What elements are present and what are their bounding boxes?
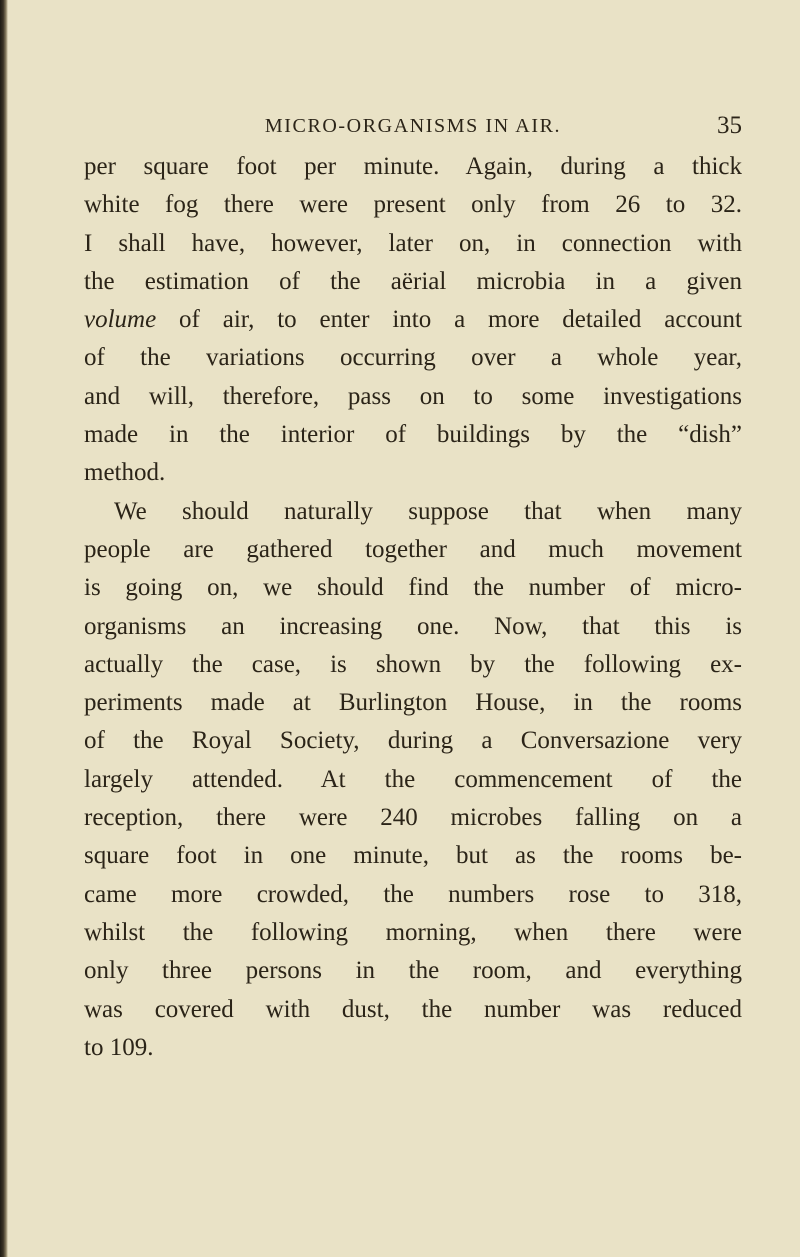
paragraph-end-line: to 109. xyxy=(84,1033,154,1061)
text-line: the estimation of the aërial microbia in a given xyxy=(84,267,742,295)
text-line: of the Royal Society, during a Conversazione very xyxy=(84,727,742,755)
text-line: made in the interior of buildings by the “dish” xyxy=(84,421,742,449)
text-line: whilst the following morning, when there were xyxy=(84,918,742,946)
text-line: reception, there were 240 microbes falling on a xyxy=(84,804,742,832)
text-line: of the variations occurring over a whole year, xyxy=(84,344,742,372)
paragraph-start-line: We should naturally suppose that when many xyxy=(114,497,742,525)
running-title: MICRO-ORGANISMS IN AIR. xyxy=(264,115,562,137)
paragraph-end-line: method. xyxy=(84,459,166,487)
text-line: was covered with dust, the number was reduced xyxy=(84,995,742,1023)
text-line: only three persons in the room, and everything xyxy=(84,957,742,985)
text-line: and will, therefore, pass on to some investigations xyxy=(84,382,742,410)
text-segment: of air, to enter into a more detailed account xyxy=(156,306,742,334)
text-line: largely attended. At the commencement of the xyxy=(84,765,742,793)
text-line: I shall have, however, later on, in connection with xyxy=(84,229,742,257)
italic-word: volume xyxy=(84,306,157,334)
running-head xyxy=(84,110,742,142)
text-line: per square foot per minute. Again, during a thick xyxy=(84,153,742,180)
text-line: organisms an increasing one. Now, that this is xyxy=(84,612,742,640)
body-text xyxy=(84,148,742,1067)
page-number: 35 xyxy=(717,112,742,139)
text-line: came more crowded, the numbers rose to 318, xyxy=(84,880,742,908)
text-line xyxy=(84,301,742,339)
page-binding-edge xyxy=(0,0,8,1257)
text-line: periments made at Burlington House, in the rooms xyxy=(84,689,742,717)
text-line: square foot in one minute, but as the rooms be- xyxy=(84,842,742,870)
text-line: white fog there were present only from 26 to 32. xyxy=(84,191,742,219)
text-line: actually the case, is shown by the following ex- xyxy=(84,650,742,678)
text-line: is going on, we should find the number of micro- xyxy=(84,574,742,602)
text-line: people are gathered together and much movement xyxy=(84,535,742,563)
